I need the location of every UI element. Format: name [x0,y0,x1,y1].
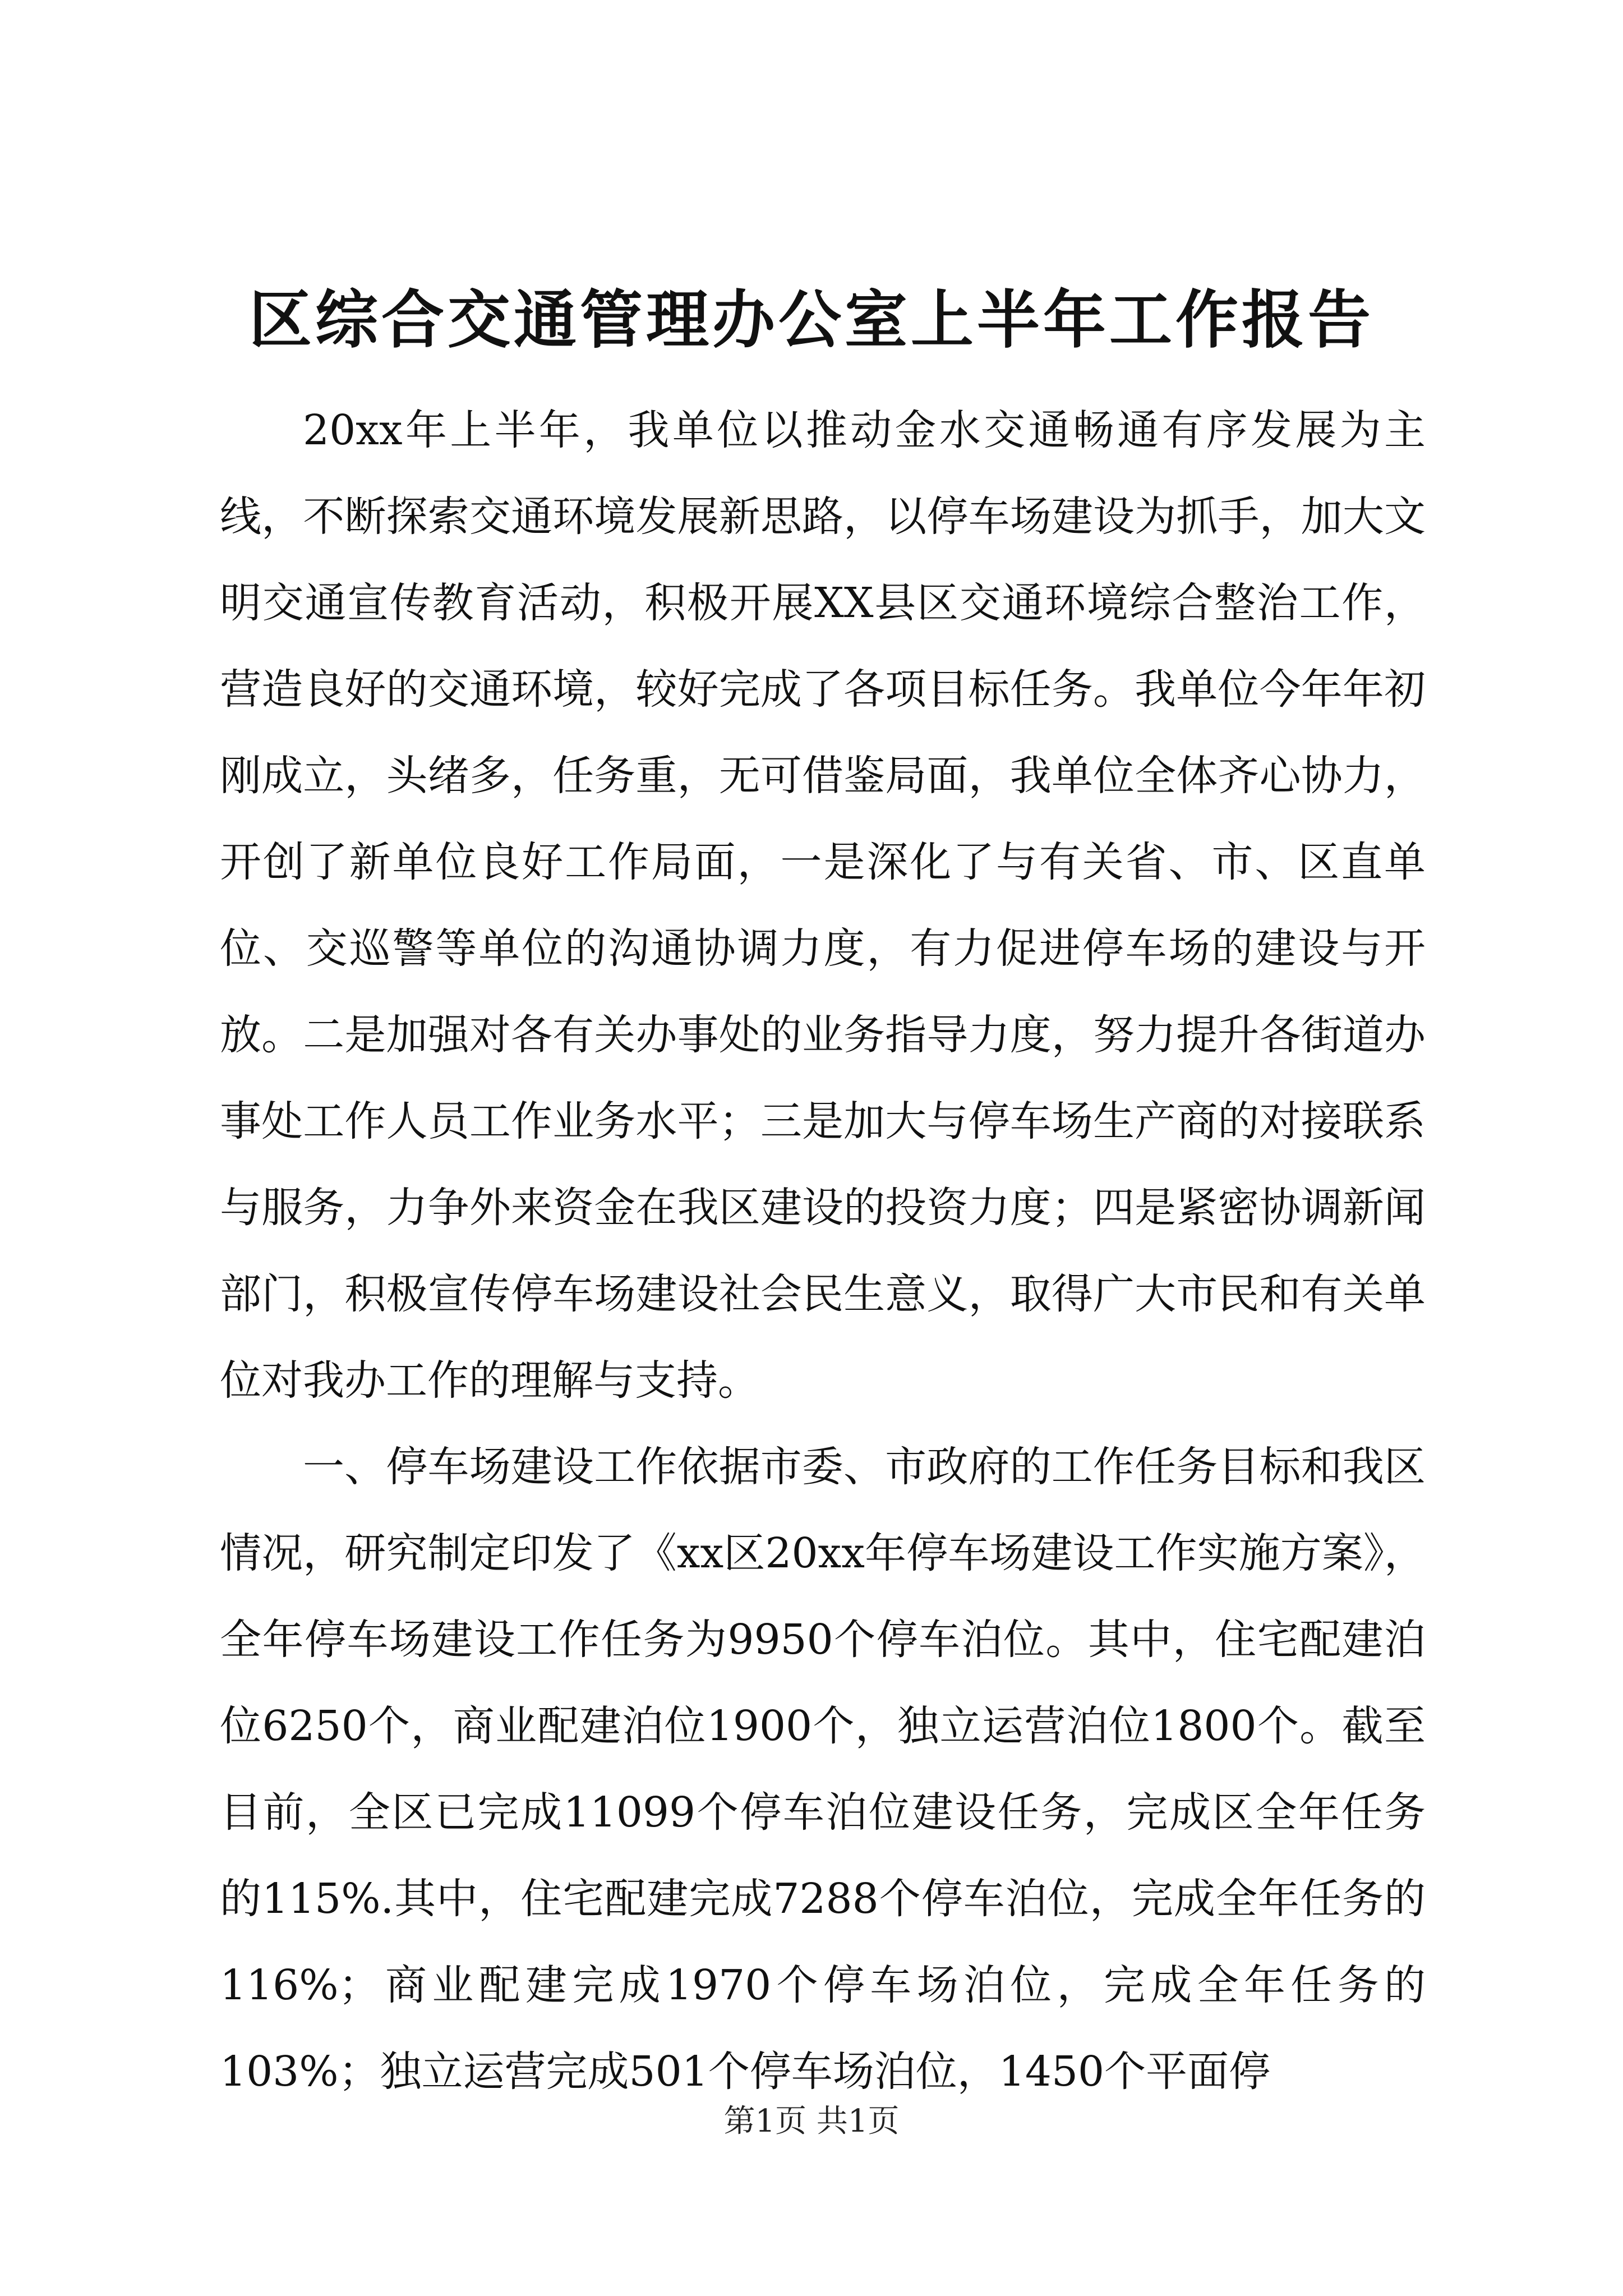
page-footer: 第1页 共1页 [723,2103,900,2139]
page-title: 区综合交通管理办公室上半年工作报告 [249,283,1374,357]
paragraph-parking-construction: 一、停车场建设工作依据市委、市政府的工作任务目标和我区情况，研究制定印发了《xx区20xx年停车场建设工作实施方案》，全年停车场建设工作任务为9950个停车泊位。其中，住宅配建泊位6250个，商业配建泊位1900个，独立运营泊位1800个。截至目前，全区已完成11099个停车泊位建设任务，完成区全年任务的115%.其中，住宅配建完成7288个停车泊位，完成全年任务的116%；商业配建完成1970个停车场泊位，完成全年任务的103%；独立运营完成501个停车场泊位，1450个平面停 [220,1443,1426,2096]
document-body [220,387,1426,2115]
paragraph-intro: 20xx年上半年，我单位以推动金水交通畅通有序发展为主线，不断探索交通环境发展新思路，以停车场建设为抓手，加大文明交通宣传教育活动，积极开展XX县区交通环境综合整治工作，营造良好的交通环境，较好完成了各项目标任务。我单位今年年初刚成立，头绪多，任务重，无可借鉴局面，我单位全体齐心协力，开创了新单位良好工作局面，一是深化了与有关省、市、区直单位、交巡警等单位的沟通协调力度，有力促进停车场的建设与开放。二是加强对各有关办事处的业务指导力度，努力提升各街道办事处工作人员工作业务水平；三是加大与停车场生产商的对接联系与服务，力争外来资金在我区建设的投资力度；四是紧密协调新闻部门，积极宣传停车场建设社会民生意义，取得广大市民和有关单位对我办工作的理解与支持。 [220,406,1426,1405]
